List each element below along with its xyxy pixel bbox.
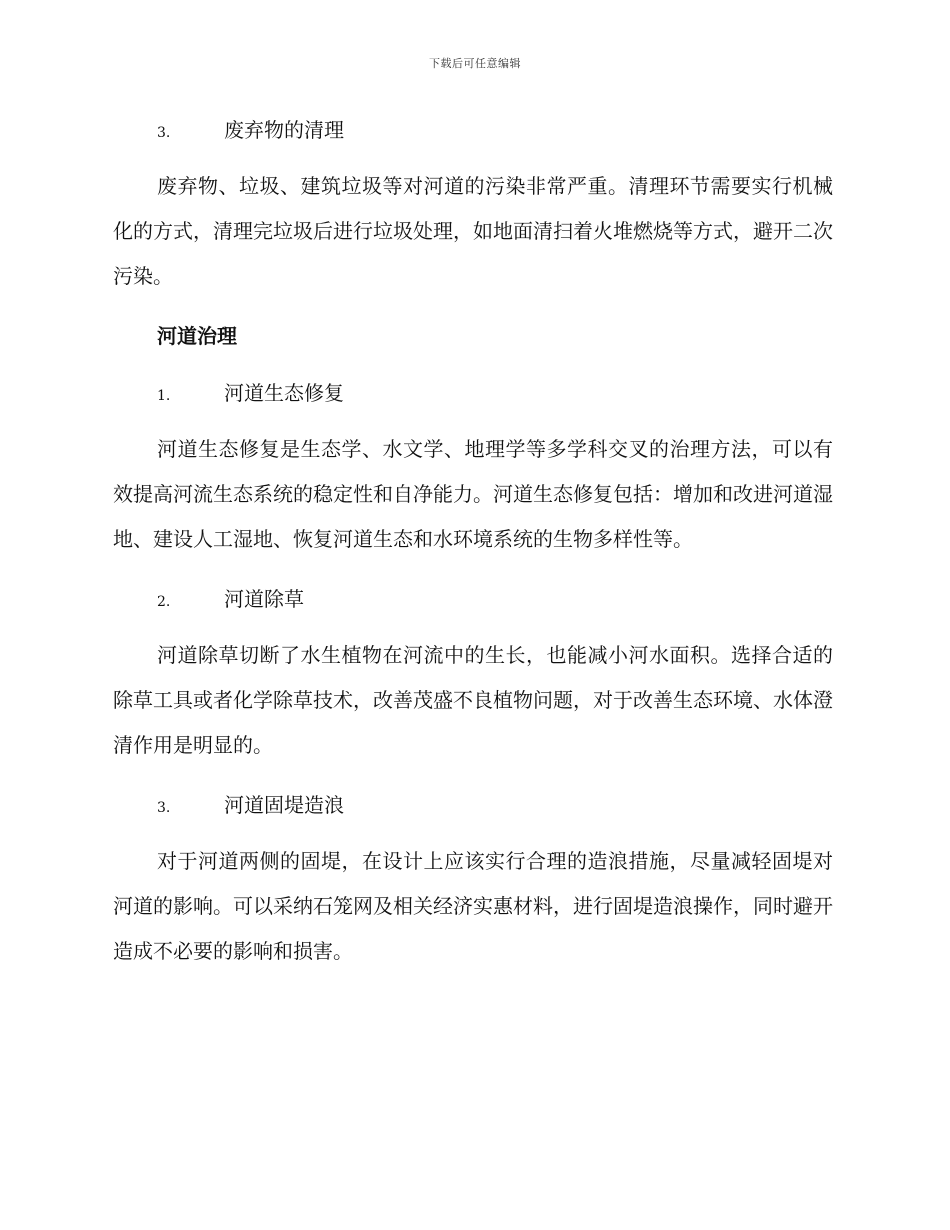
item-number: 2.	[157, 594, 171, 610]
paragraph-weeding: 河道除草切断了水生植物在河流中的生长，也能减小河水面积。选择合适的除草工具或者化学除草技术，改善茂盛不良植物问题，对于改善生态环境、水体澄清作用是明显的。	[113, 643, 833, 757]
item-title: 河道固堤造浪	[224, 793, 344, 817]
item-heading-ecology	[113, 373, 833, 413]
item-number: 3.	[157, 800, 171, 816]
paragraph-ecology: 河道生态修复是生态学、水文学、地理学等多学科交叉的治理方法，可以有效提高河流生态系统的稳定性和自净能力。河道生态修复包括：增加和改进河道湿地、建设人工湿地、恢复河道生态和水环境系统的生物多样性等。	[113, 437, 833, 551]
section-heading: 河道治理	[157, 324, 237, 348]
paragraph-embankment: 对于河道两侧的固堤，在设计上应该实行合理的造浪措施，尽量减轻固堤对河道的影响。可以采纳石笼网及相关经济实惠材料，进行固堤造浪操作，同时避开造成不必要的影响和损害。	[113, 849, 833, 963]
paragraph-waste: 废弃物、垃圾、建筑垃圾等对河道的污染非常严重。清理环节需要实行机械化的方式，清理完垃圾后进行垃圾处理，如地面清扫着火堆燃烧等方式，避开二次污染。	[113, 174, 833, 288]
document-body	[113, 110, 833, 974]
item-heading-weeding	[113, 579, 833, 619]
item-title: 河道除草	[224, 587, 304, 611]
header-note: 下载后可任意编辑	[429, 57, 521, 70]
item-number: 3.	[157, 125, 171, 141]
item-number: 1.	[157, 388, 171, 404]
item-heading-embankment	[113, 785, 833, 825]
item-heading-waste	[113, 110, 833, 150]
item-title: 废弃物的清理	[224, 118, 344, 142]
item-title: 河道生态修复	[224, 381, 344, 405]
